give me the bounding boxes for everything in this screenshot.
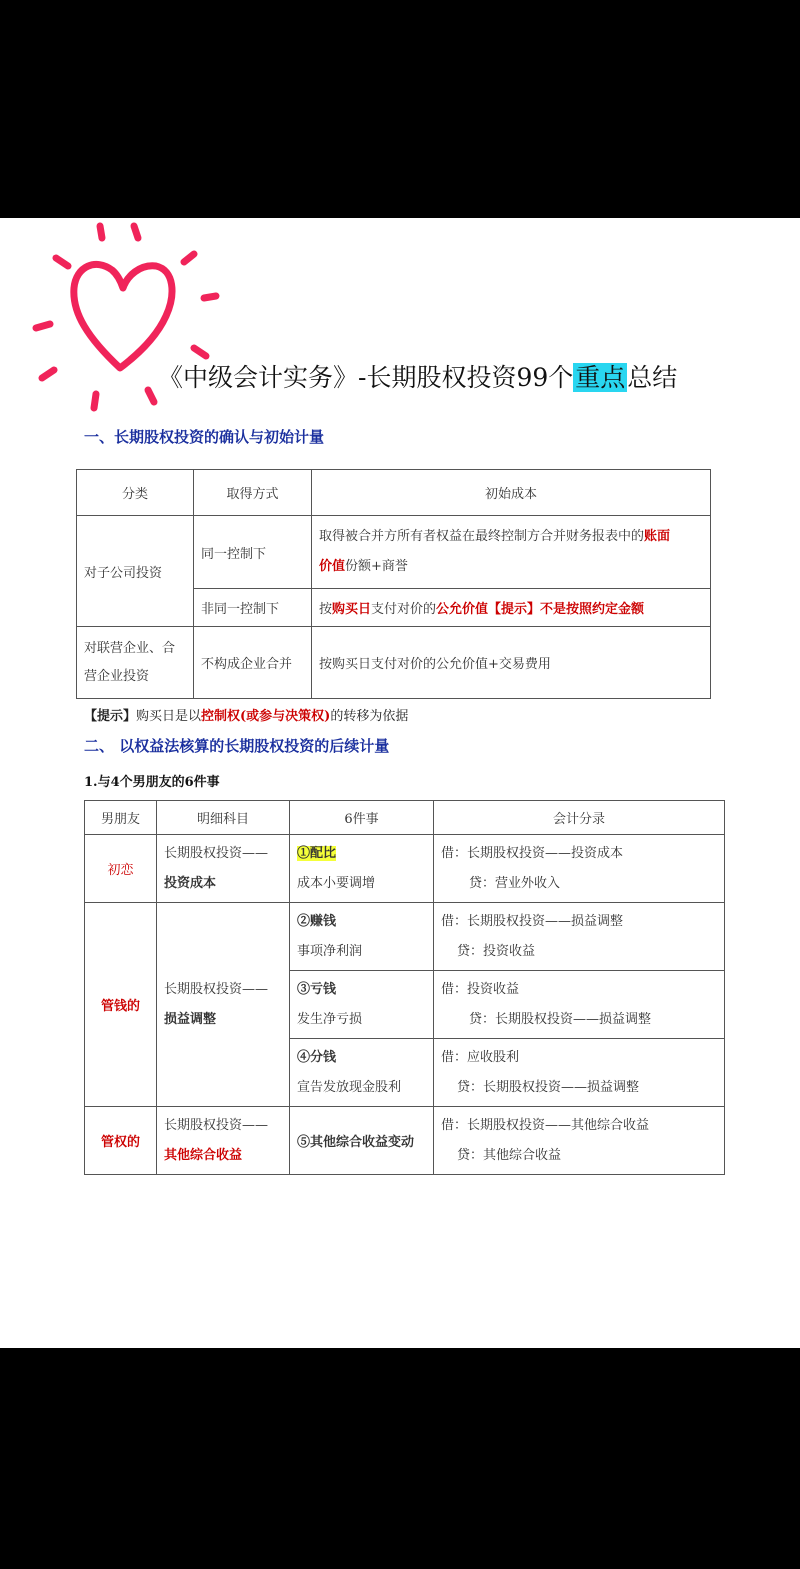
equity-method-table [84, 800, 725, 1175]
event-earn: ②赚钱 事项净利润 [290, 903, 434, 971]
boyfriend-rights-manager: 管权的 [85, 1107, 157, 1175]
initial-measurement-table [76, 469, 711, 699]
table-header: 男朋友 [85, 801, 157, 835]
boyfriend-money-manager: 管钱的 [85, 903, 157, 1107]
subheading: 1.与4个男朋友的6件事 [84, 775, 220, 790]
event-dividend: ④分钱 宣告发放现金股利 [290, 1039, 434, 1107]
category-subsidiary: 对子公司投资 [77, 516, 194, 627]
method-not-combination: 不构成企业合并 [194, 627, 312, 699]
section-heading-1: 一、长期股权投资的确认与初始计量 [84, 428, 325, 446]
table-header: 初始成本 [312, 470, 711, 516]
account-profit-loss-adj: 长期股权投资—— 损益调整 [157, 903, 290, 1107]
category-associate: 对联营企业、合 营企业投资 [77, 627, 194, 699]
cost-non-same-control: 按购买日支付对价的公允价值【提示】不是按照约定金额 [312, 589, 711, 627]
account-investment-cost: 长期股权投资—— 投资成本 [157, 835, 290, 903]
entry-loss: 借：投资收益 贷：长期股权投资——损益调整 [434, 971, 725, 1039]
entry-oci-change: 借：长期股权投资——其他综合收益 贷：其他综合收益 [434, 1107, 725, 1175]
entry-earn: 借：长期股权投资——损益调整 贷：投资收益 [434, 903, 725, 971]
method-non-same-control: 非同一控制下 [194, 589, 312, 627]
entry-matching: 借：长期股权投资——投资成本 贷：营业外收入 [434, 835, 725, 903]
event-oci-change: ⑤其他综合收益变动 [290, 1107, 434, 1175]
account-other-comprehensive: 长期股权投资—— 其他综合收益 [157, 1107, 290, 1175]
event-matching: ①配比 成本小要调增 [290, 835, 434, 903]
title-highlight: 重点 [575, 363, 626, 392]
document-page [0, 218, 800, 1348]
page-title: 《中级会计实务》-长期股权投资99个重点总结 [158, 363, 678, 392]
table-header: 6件事 [290, 801, 434, 835]
cost-same-control: 取得被合并方所有者权益在最终控制方合并财务报表中的账面 价值份额+商誉 [312, 516, 711, 589]
section-heading-2: 二、 以权益法核算的长期股权投资的后续计量 [84, 737, 390, 755]
entry-dividend: 借：应收股利 贷：长期股权投资——损益调整 [434, 1039, 725, 1107]
purchase-date-note: 【提示】购买日是以控制权(或参与决策权)的转移为依据 [84, 709, 409, 724]
method-same-control: 同一控制下 [194, 516, 312, 589]
table-header: 明细科目 [157, 801, 290, 835]
boyfriend-first-love: 初恋 [85, 835, 157, 903]
table-header: 会计分录 [434, 801, 725, 835]
event-loss: ③亏钱 发生净亏损 [290, 971, 434, 1039]
table-header: 分类 [77, 470, 194, 516]
cost-associate: 按购买日支付对价的公允价值+交易费用 [312, 627, 711, 699]
table-header: 取得方式 [194, 470, 312, 516]
